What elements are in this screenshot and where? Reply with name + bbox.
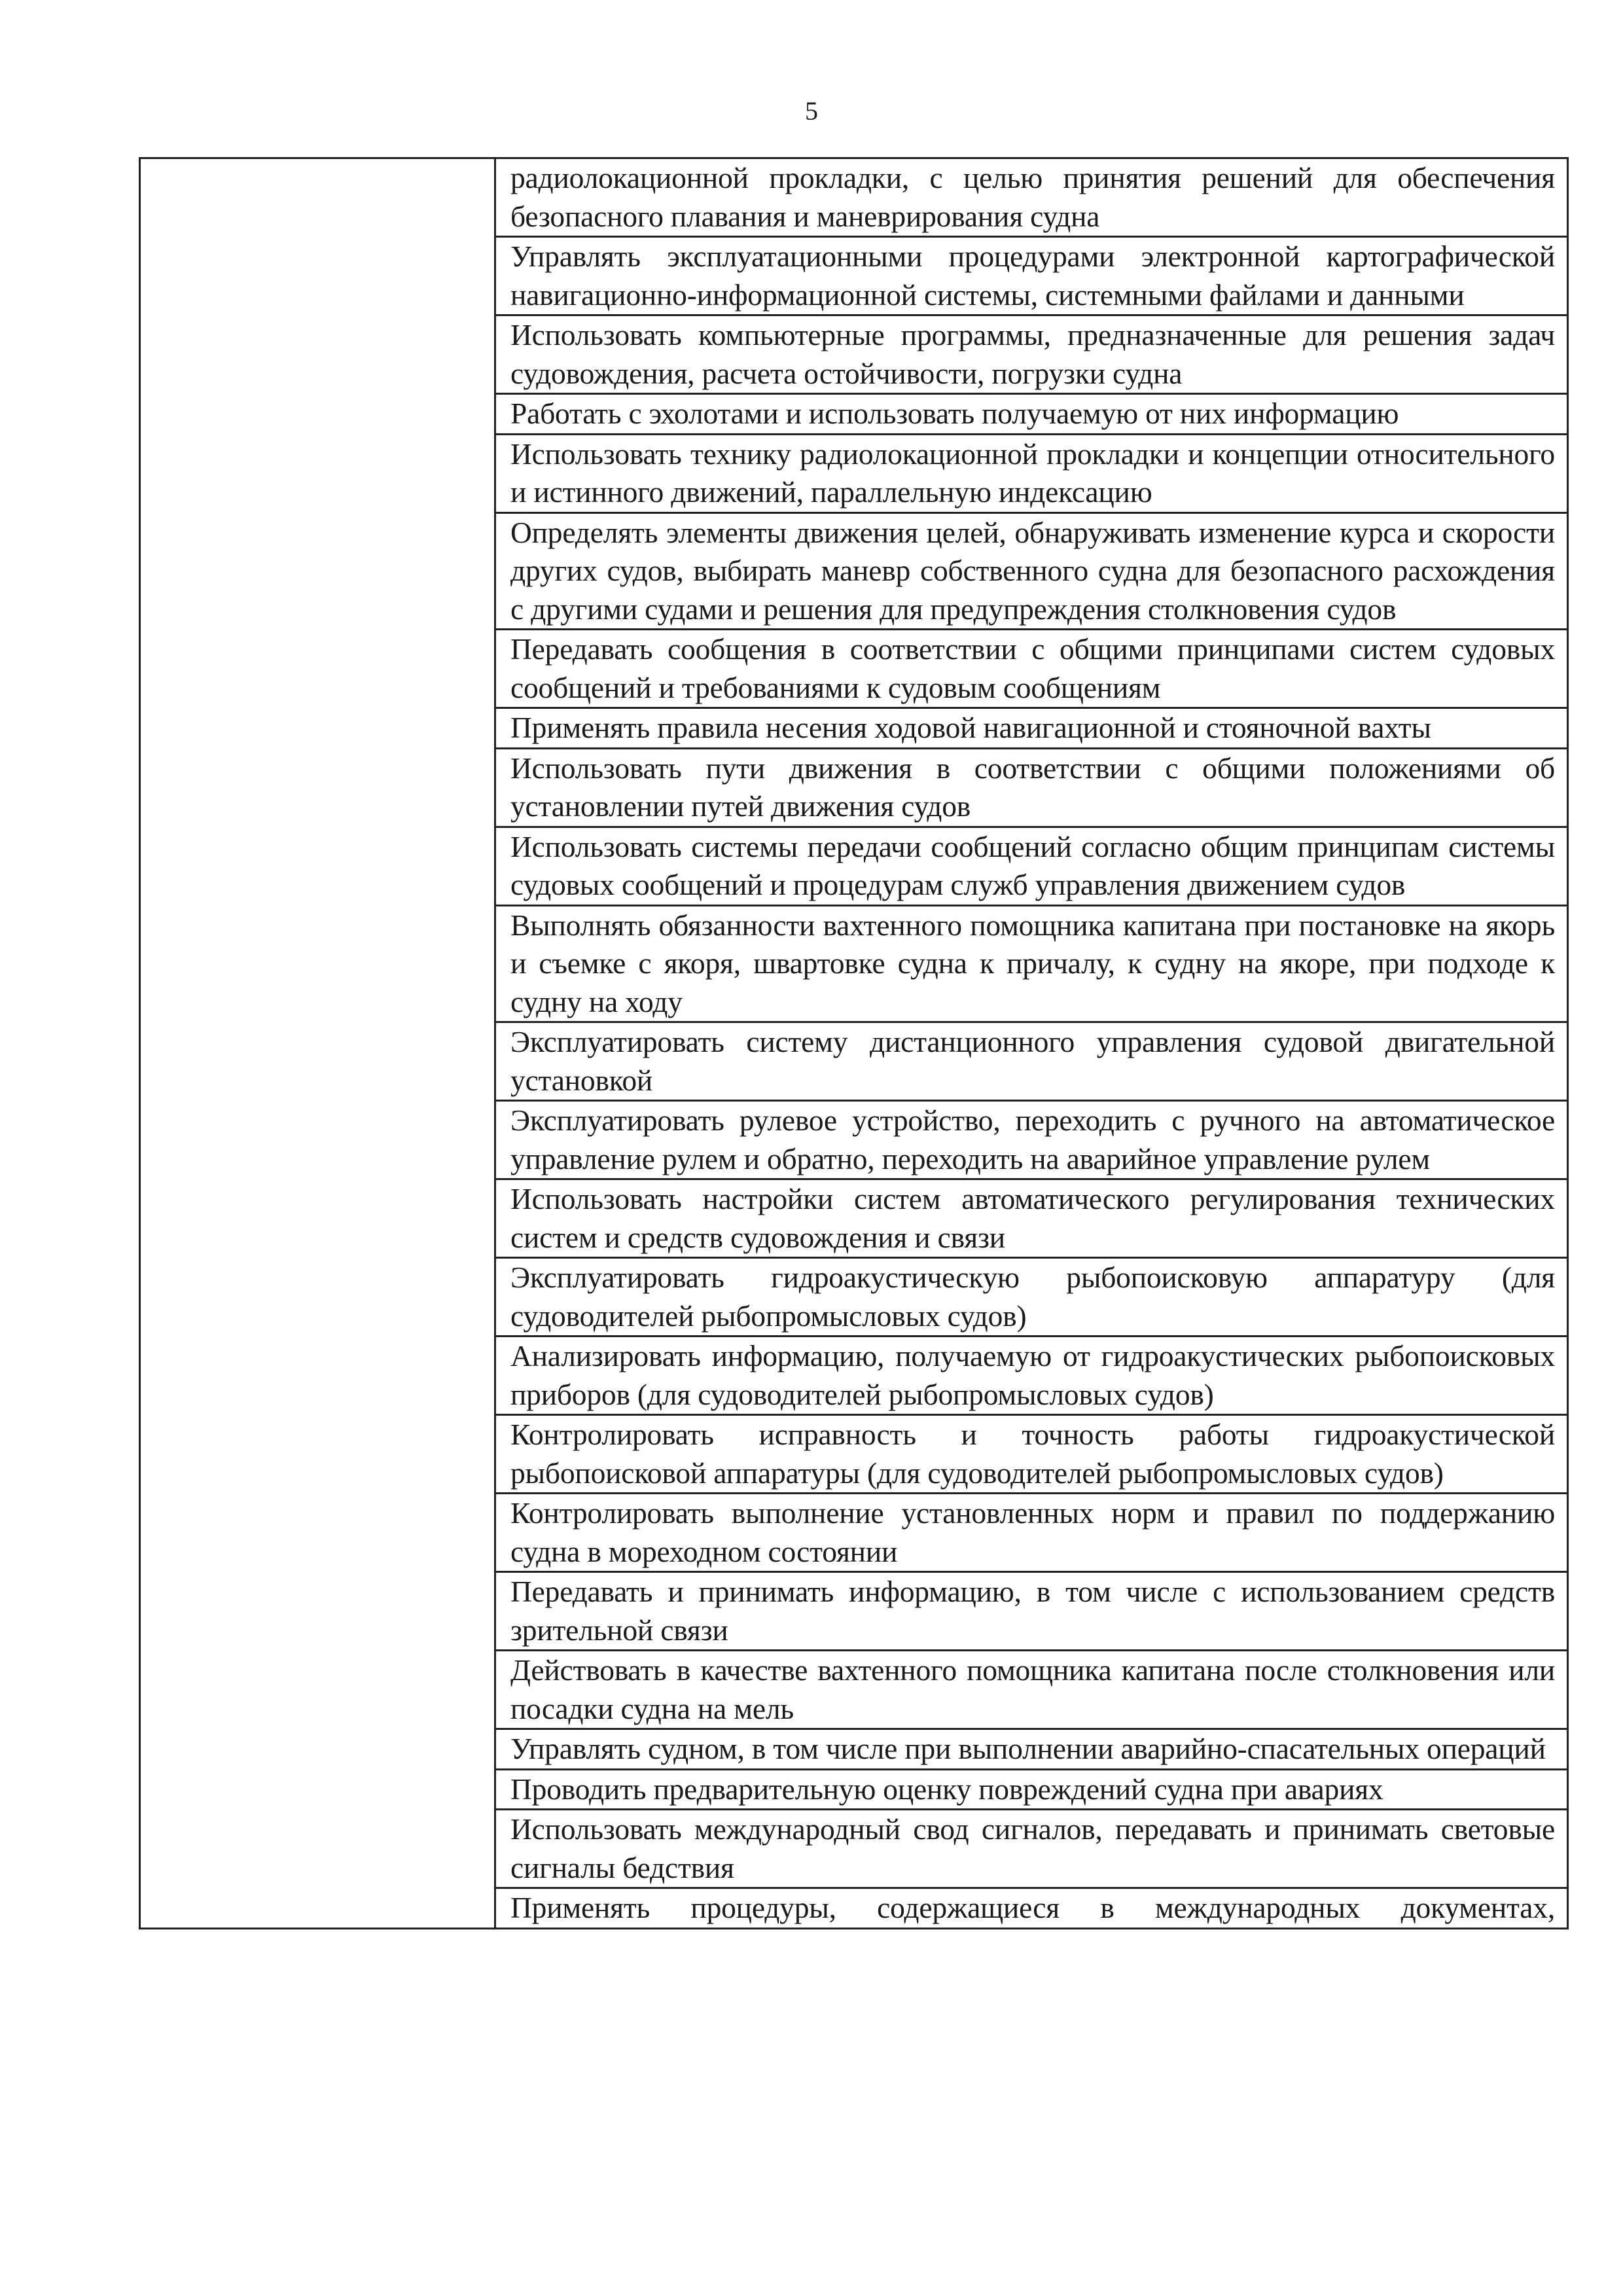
list-item: Контролировать исправность и точность работы гидроакустической рыбопоисковой аппаратуры (для судоводителей рыбопромысловых судов) xyxy=(496,1416,1567,1494)
list-item: Действовать в качестве вахтенного помощника капитана после столкновения или посадки судна на мель xyxy=(496,1651,1567,1730)
list-item: Использовать пути движения в соответствии с общими положениями об установлении путей движения судов xyxy=(496,749,1567,828)
table-row xyxy=(140,158,1568,1929)
table-right-cell xyxy=(495,158,1568,1929)
list-item: Применять процедуры, содержащиеся в международных документах, xyxy=(510,1891,1555,1924)
list-item: Проводить предварительную оценку повреждений судна при авариях xyxy=(496,1770,1567,1811)
list-item: Использовать технику радиолокационной прокладки и концепции относительного и истинного движений, параллельную индексацию xyxy=(496,435,1567,514)
list-item: Эксплуатировать гидроакустическую рыбопоисковую аппаратуру (для судоводителей рыбопромысловых судов) xyxy=(496,1259,1567,1337)
list-item: Использовать компьютерные программы, предназначенные для решения задач судовождения, расчета остойчивости, погрузки судна xyxy=(496,316,1567,395)
list-item: Передавать сообщения в соответствии с общими принципами систем судовых сообщений и требованиями к судовым сообщениям xyxy=(496,630,1567,709)
list-item: Эксплуатировать систему дистанционного управления судовой двигательной установкой xyxy=(496,1023,1567,1102)
list-item: Использовать системы передачи сообщений согласно общим принципам системы судовых сообщений и процедурам служб управления движением судов xyxy=(496,828,1567,906)
list-item: Использовать международный свод сигналов, передавать и принимать световые сигналы бедствия xyxy=(496,1810,1567,1889)
list-item: Работать с эхолотами и использовать получаемую от них информацию xyxy=(496,395,1567,435)
table-left-cell xyxy=(140,158,495,1929)
list-item: радиолокационной прокладки, с целью принятия решений для обеспечения безопасного плавания и маневрирования судна xyxy=(496,159,1567,238)
page-number: 5 xyxy=(805,96,818,126)
list-item: Анализировать информацию, получаемую от гидроакустических рыбопоисковых приборов (для судоводителей рыбопромысловых судов) xyxy=(496,1337,1567,1416)
list-item: Определять элементы движения целей, обнаруживать изменение курса и скорости других судов, выбирать маневр собственного судна для безопасного расхождения с другими судами и решения для предупреждения столкновения судов xyxy=(496,514,1567,631)
skills-table xyxy=(139,157,1569,1929)
list-item: Управлять эксплуатационными процедурами электронной картографической навигационно-информационной системы, системными файлами и данными xyxy=(496,238,1567,316)
list-item: Эксплуатировать рулевое устройство, переходить с ручного на автоматическое управление рулем и обратно, переходить на аварийное управление рулем xyxy=(496,1102,1567,1180)
list-item: Управлять судном, в том числе при выполнении аварийно-спасательных операций xyxy=(496,1730,1567,1770)
list-item: Передавать и принимать информацию, в том числе с использованием средств зрительной связи xyxy=(496,1573,1567,1651)
list-item: Выполнять обязанности вахтенного помощника капитана при постановке на якорь и съемке с якоря, швартовке судна к причалу, к судну на якоре, при подходе к судну на ходу xyxy=(496,906,1567,1024)
list-item: Использовать настройки систем автоматического регулирования технических систем и средств судовождения и связи xyxy=(496,1180,1567,1259)
list-item: Контролировать выполнение установленных норм и правил по поддержанию судна в мореходном состоянии xyxy=(496,1494,1567,1573)
list-item: Применять правила несения ходовой навигационной и стояночной вахты xyxy=(496,709,1567,749)
